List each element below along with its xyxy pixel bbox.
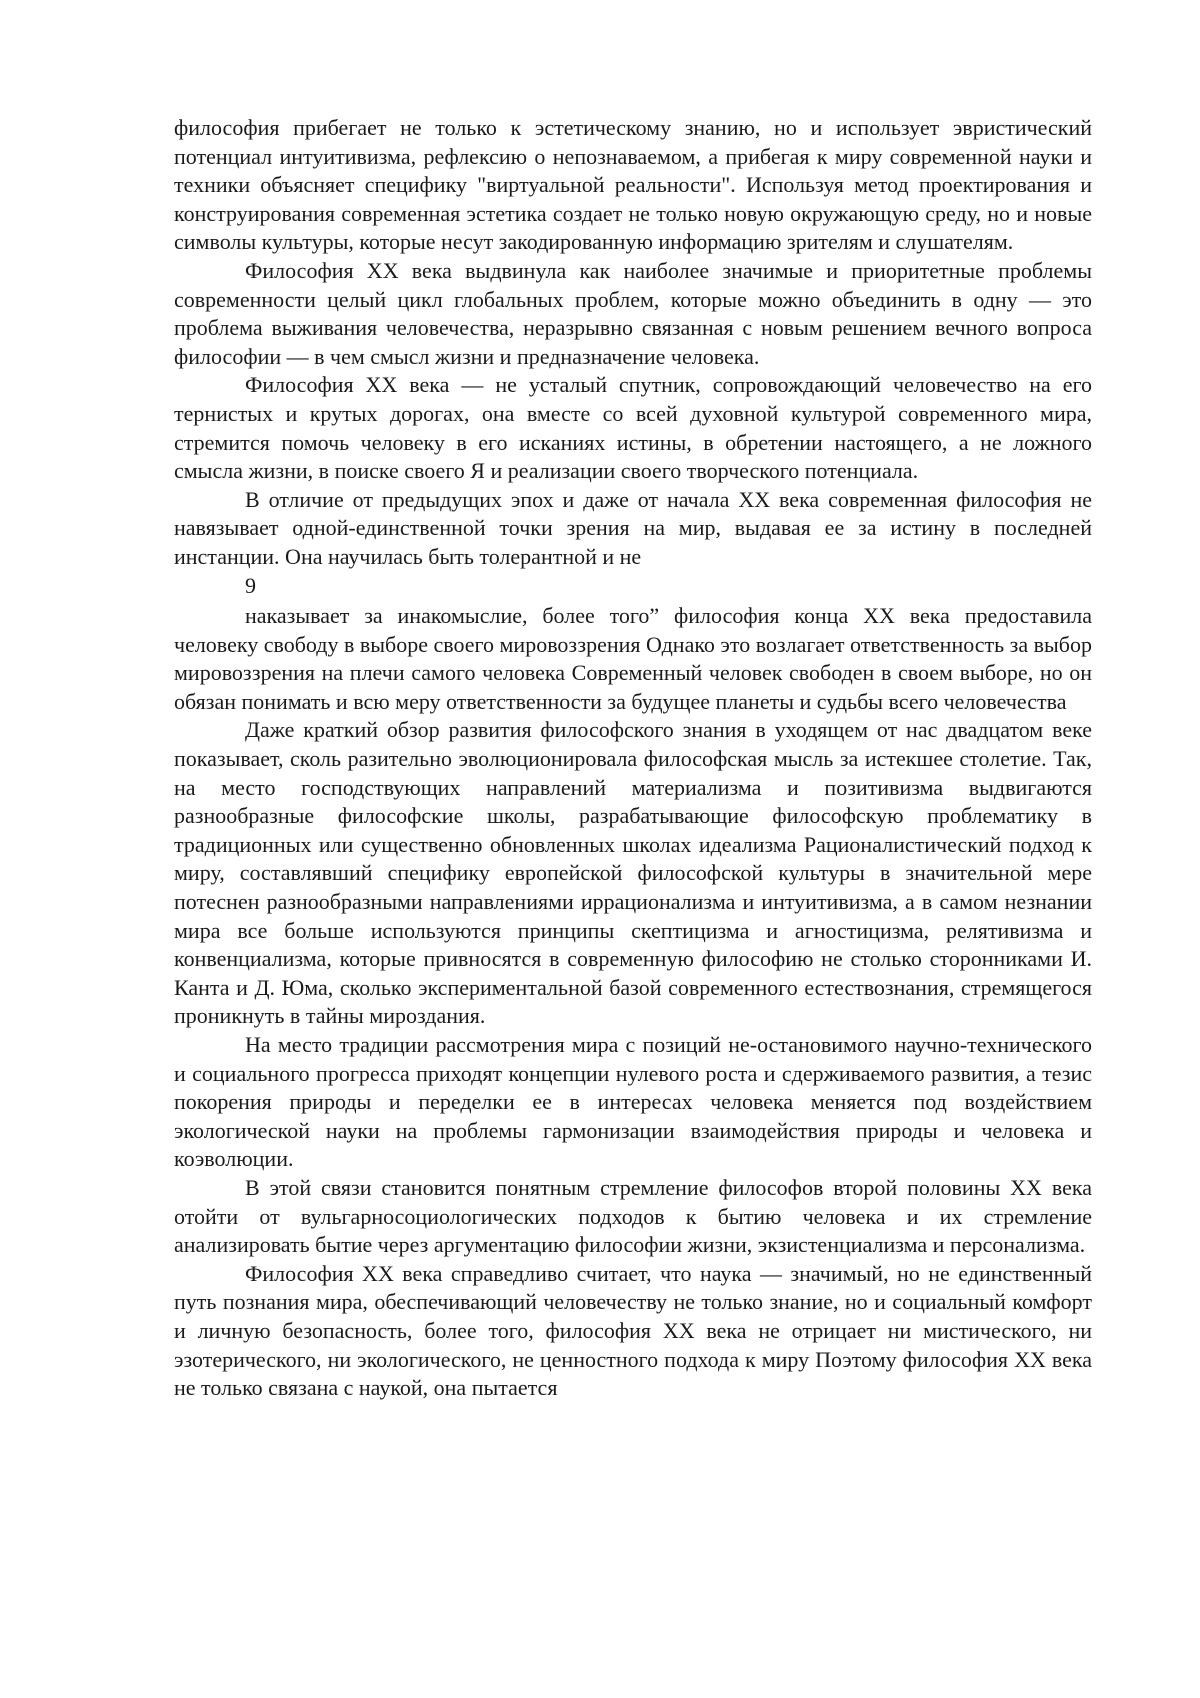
page-number: 9 [245, 572, 256, 598]
document-page [174, 114, 1092, 1403]
paragraph-6: Даже краткий обзор развития философского знания в уходящем от нас двадцатом веке показывает, сколь разительно эволюционировала философская мысль за истекшее столетие. Так, на место господствующих направлений материализма и позитивизма выдвигаются разнообразные философские школы, разрабатывающие философскую проблематику в традиционных или существенно обновленных школах идеализма Рационалистический подход к миру, составлявший специфику европейской философской культуры в значительной мере потеснен разнообразными направлениями иррационализма и интуитивизма, а в самом незнании мира все больше используются принципы скептицизма и агностицизма, релятивизма и конвенциализма, которые привносятся в современную философию не столько сторонниками И. Канта и Д. Юма, сколько экспериментальной базой современного естествознания, стремящегося проникнуть в тайны мироздания. [174, 717, 1092, 1029]
paragraph-4: В отличие от предыдущих эпох и даже от начала XX века современная философия не навязывает одной-единственной точки зрения на мир, выдавая ее за истину в последней инстанции. Она научилась быть толерантной и не [174, 486, 1092, 569]
paragraph-1: философия прибегает не только к эстетическому знанию, но и использует эвристический потенциал интуитивизма, рефлексию о непознаваемом, а прибегая к миру современной науки и техники объясняет специфику "виртуальной реальности". Используя метод проектирования и конструирования современная эстетика создает не только новую окружающую среду, но и новые символы культуры, которые несут закодированную информацию зрителям и слушателям. [174, 115, 1092, 255]
paragraph-3: Философия XX века — не усталый спутник, сопровождающий человечество на его тернистых и крутых дорогах, она вместе со всей духовной культурой современного мира, стремится помочь человеку в его исканиях истины, в обретении настоящего, а не ложного смысла жизни, в поиске своего Я и реализации своего творческого потенциала. [174, 372, 1092, 484]
paragraph-5: наказывает за инакомыслие, более того” философия конца XX века предоставила человеку свободу в выборе своего мировоззрения Однако это возлагает ответственность за выбор мировоззрения на плечи самого человека Современный человек свободен в своем выборе, но он обязан понимать и всю меру ответственности за будущее планеты и судьбы всего человечества [174, 603, 1092, 714]
paragraph-9: Философия XX века справедливо считает, что наука — значимый, но не единственный путь познания мира, обеспечивающий человечеству не только знание, но и социальный комфорт и личную безопасность, более того, философия XX века не отрицает ни мистического, ни эзотерического, ни экологического, не ценностного подхода к миру Поэтому философия XX века не только связана с наукой, она пытается [174, 1260, 1092, 1401]
paragraph-7: На место традиции рассмотрения мира с позиций не-остановимого научно-технического и социального прогресса приходят концепции нулевого роста и сдерживаемого развития, а тезис покорения природы и переделки ее в интересах человека меняется под воздействием экологической науки на проблемы гармонизации взаимодействия природы и человека и коэволюции. [174, 1032, 1092, 1172]
paragraph-8: В этой связи становится понятным стремление философов второй половины XX века отойти от вульгарносоциологических подходов к бытию человека и их стремление анализировать бытие через аргументацию философии жизни, экзистенциализма и персонализма. [174, 1174, 1092, 1258]
paragraph-2: Философия XX века выдвинула как наиболее значимые и приоритетные проблемы современности целый цикл глобальных проблем, которые можно объединить в одну — это проблема выживания человечества, неразрывно связанная с новым решением вечного вопроса философии — в чем смысл жизни и предназначение человека. [174, 257, 1092, 369]
